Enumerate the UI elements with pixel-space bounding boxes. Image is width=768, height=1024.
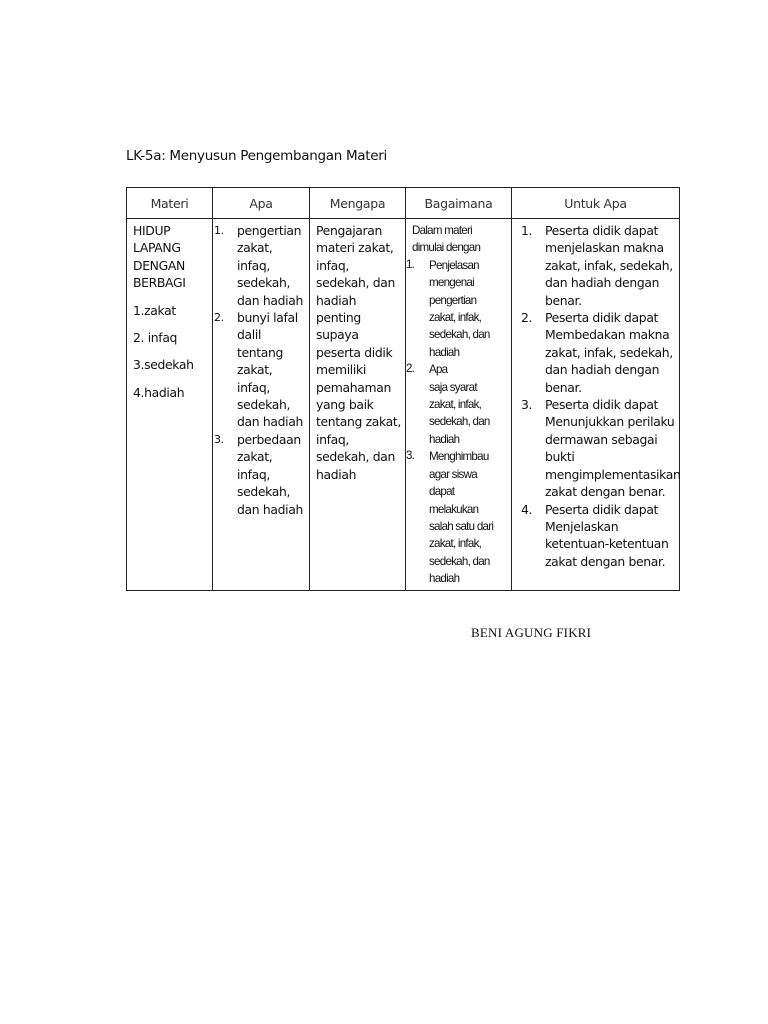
list-line: dan hadiah: [237, 501, 303, 517]
list-line: zakat,: [237, 362, 273, 378]
list-item: [214, 309, 305, 431]
list-line: mengenai: [429, 276, 474, 290]
apa-list: [214, 222, 305, 518]
cell-untuk-apa: [512, 219, 680, 591]
header-bagaimana: Bagaimana: [406, 188, 512, 219]
list-line: bunyi lafal: [237, 310, 298, 326]
list-line: zakat,: [237, 240, 273, 256]
untuk-apa-list: [521, 222, 681, 570]
list-line: dalil: [237, 327, 262, 343]
mengapa-line: yang baik: [316, 397, 374, 413]
mengapa-line: sedekah, dan: [316, 449, 395, 465]
cell-mengapa: [310, 219, 406, 591]
list-item: [214, 222, 305, 309]
list-line: Membedakan makna: [545, 327, 670, 343]
mengapa-line: infaq,: [316, 431, 349, 447]
list-line: zakat dengan benar.: [545, 484, 666, 500]
list-line: sedekah, dan: [429, 415, 490, 429]
list-line: hadiah: [429, 345, 460, 359]
header-materi: Materi: [127, 188, 213, 219]
materi-item: 3.sedekah: [133, 357, 194, 373]
list-line: Peserta didik dapat: [545, 223, 659, 238]
list-line: hadiah: [429, 432, 460, 446]
list-line: zakat, infak, sedekah,: [545, 257, 673, 273]
list-number: 1.: [214, 224, 224, 237]
list-line: hadiah: [429, 572, 460, 586]
mengapa-line: pemahaman: [316, 379, 391, 395]
list-line: infaq,: [237, 466, 270, 482]
mengapa-line: penting: [316, 310, 361, 326]
list-line: perbedaan: [237, 431, 301, 447]
list-item: [406, 361, 507, 448]
list-number: 2.: [406, 363, 415, 376]
list-item: [521, 309, 675, 396]
header-untuk-apa: Untuk Apa: [512, 188, 680, 219]
header-mengapa: Mengapa: [310, 188, 406, 219]
mengapa-line: supaya: [316, 327, 359, 343]
page-title: LK-5a: Menyusun Pengembangan Materi: [126, 148, 387, 164]
list-line: menjelaskan makna: [545, 240, 664, 256]
materi-item: 1.zakat: [133, 302, 176, 318]
bagaimana-intro-line: dimulai dengan: [412, 241, 481, 255]
list-line: infaq,: [237, 379, 270, 395]
list-item: [521, 501, 675, 571]
list-line: sedekah,: [237, 484, 291, 500]
cell-materi: [127, 219, 213, 591]
table-header-row: [127, 188, 680, 219]
list-line: dapat: [429, 485, 455, 499]
signature-name: BENI AGUNG FIKRI: [471, 625, 592, 640]
materi-heading-line: DENGAN: [133, 257, 185, 273]
list-line: dan hadiah: [237, 414, 303, 430]
mengapa-line: hadiah: [316, 466, 357, 482]
list-line: mengimplementasikan: [545, 466, 681, 482]
materi-item: 4.hadiah: [133, 384, 185, 400]
list-number: 3.: [214, 432, 224, 446]
list-number: 2.: [521, 310, 533, 326]
list-line: zakat, infak,: [429, 537, 482, 551]
materi-heading-line: LAPANG: [133, 240, 181, 256]
table-row: [127, 219, 680, 591]
list-number: 2.: [214, 311, 224, 325]
list-line: bukti: [545, 449, 575, 465]
materi-development-table: [126, 187, 680, 591]
list-number: 1.: [521, 223, 533, 238]
list-item: [521, 222, 675, 309]
list-line: Menunjukkan perilaku: [545, 414, 675, 430]
list-number: 1.: [406, 258, 415, 271]
list-line: dan hadiah dengan: [545, 275, 660, 291]
list-line: pengertian: [429, 293, 477, 307]
list-item: [406, 448, 507, 587]
list-item: [521, 396, 681, 500]
list-line: zakat dengan benar.: [545, 553, 666, 569]
cell-apa: [213, 219, 310, 591]
bagaimana-intro-line: Dalam materi: [412, 224, 472, 237]
list-number: 3.: [521, 397, 533, 413]
materi-heading-line: HIDUP: [133, 223, 171, 238]
mengapa-line: memiliki: [316, 362, 366, 378]
list-line: Menghimbau: [429, 450, 489, 464]
list-line: Peserta didik dapat: [545, 397, 659, 413]
list-line: benar.: [545, 379, 582, 395]
header-apa: Apa: [213, 188, 310, 219]
list-line: zakat,: [237, 449, 273, 465]
list-line: sedekah, dan: [429, 328, 490, 342]
list-line: Apa: [429, 363, 448, 377]
list-line: salah satu dari: [429, 519, 494, 533]
list-line: Peserta didik dapat: [545, 310, 659, 326]
list-line: Peserta didik dapat: [545, 501, 659, 517]
list-line: zakat, infak,: [429, 398, 482, 412]
bagaimana-list: [406, 257, 507, 588]
list-line: zakat, infak, sedekah,: [545, 344, 673, 360]
list-line: Menjelaskan: [545, 518, 619, 534]
list-line: sedekah,: [237, 397, 291, 413]
list-line: sedekah,: [237, 275, 291, 291]
list-line: dan hadiah: [237, 292, 303, 308]
materi-item: 2. infaq: [133, 330, 178, 346]
mengapa-line: peserta didik: [316, 344, 393, 360]
mengapa-line: tentang zakat,: [316, 414, 401, 430]
list-line: ketentuan-ketentuan: [545, 536, 669, 552]
mengapa-line: infaq,: [316, 257, 349, 273]
list-line: benar.: [545, 292, 582, 308]
mengapa-line: sedekah, dan: [316, 275, 395, 291]
list-line: pengertian: [237, 223, 302, 238]
list-line: melakukan: [429, 502, 479, 516]
list-line: Penjelasan: [429, 258, 479, 272]
mengapa-line: materi zakat,: [316, 240, 394, 256]
list-line: zakat, infak,: [429, 311, 482, 325]
mengapa-line: Pengajaran: [316, 223, 383, 238]
list-line: infaq,: [237, 257, 270, 273]
list-line: agar siswa: [429, 467, 477, 481]
cell-bagaimana: [406, 219, 512, 591]
list-line: dan hadiah dengan: [545, 362, 660, 378]
list-item: [406, 257, 507, 361]
materi-heading-line: BERBAGI: [133, 275, 186, 291]
mengapa-line: hadiah: [316, 292, 357, 308]
list-item: [214, 431, 305, 518]
list-line: sedekah, dan: [429, 554, 490, 568]
list-line: tentang: [237, 344, 284, 360]
list-line: saja syarat: [429, 380, 477, 394]
list-number: 4.: [521, 501, 533, 517]
list-number: 3.: [406, 450, 415, 463]
list-line: dermawan sebagai: [545, 431, 658, 447]
